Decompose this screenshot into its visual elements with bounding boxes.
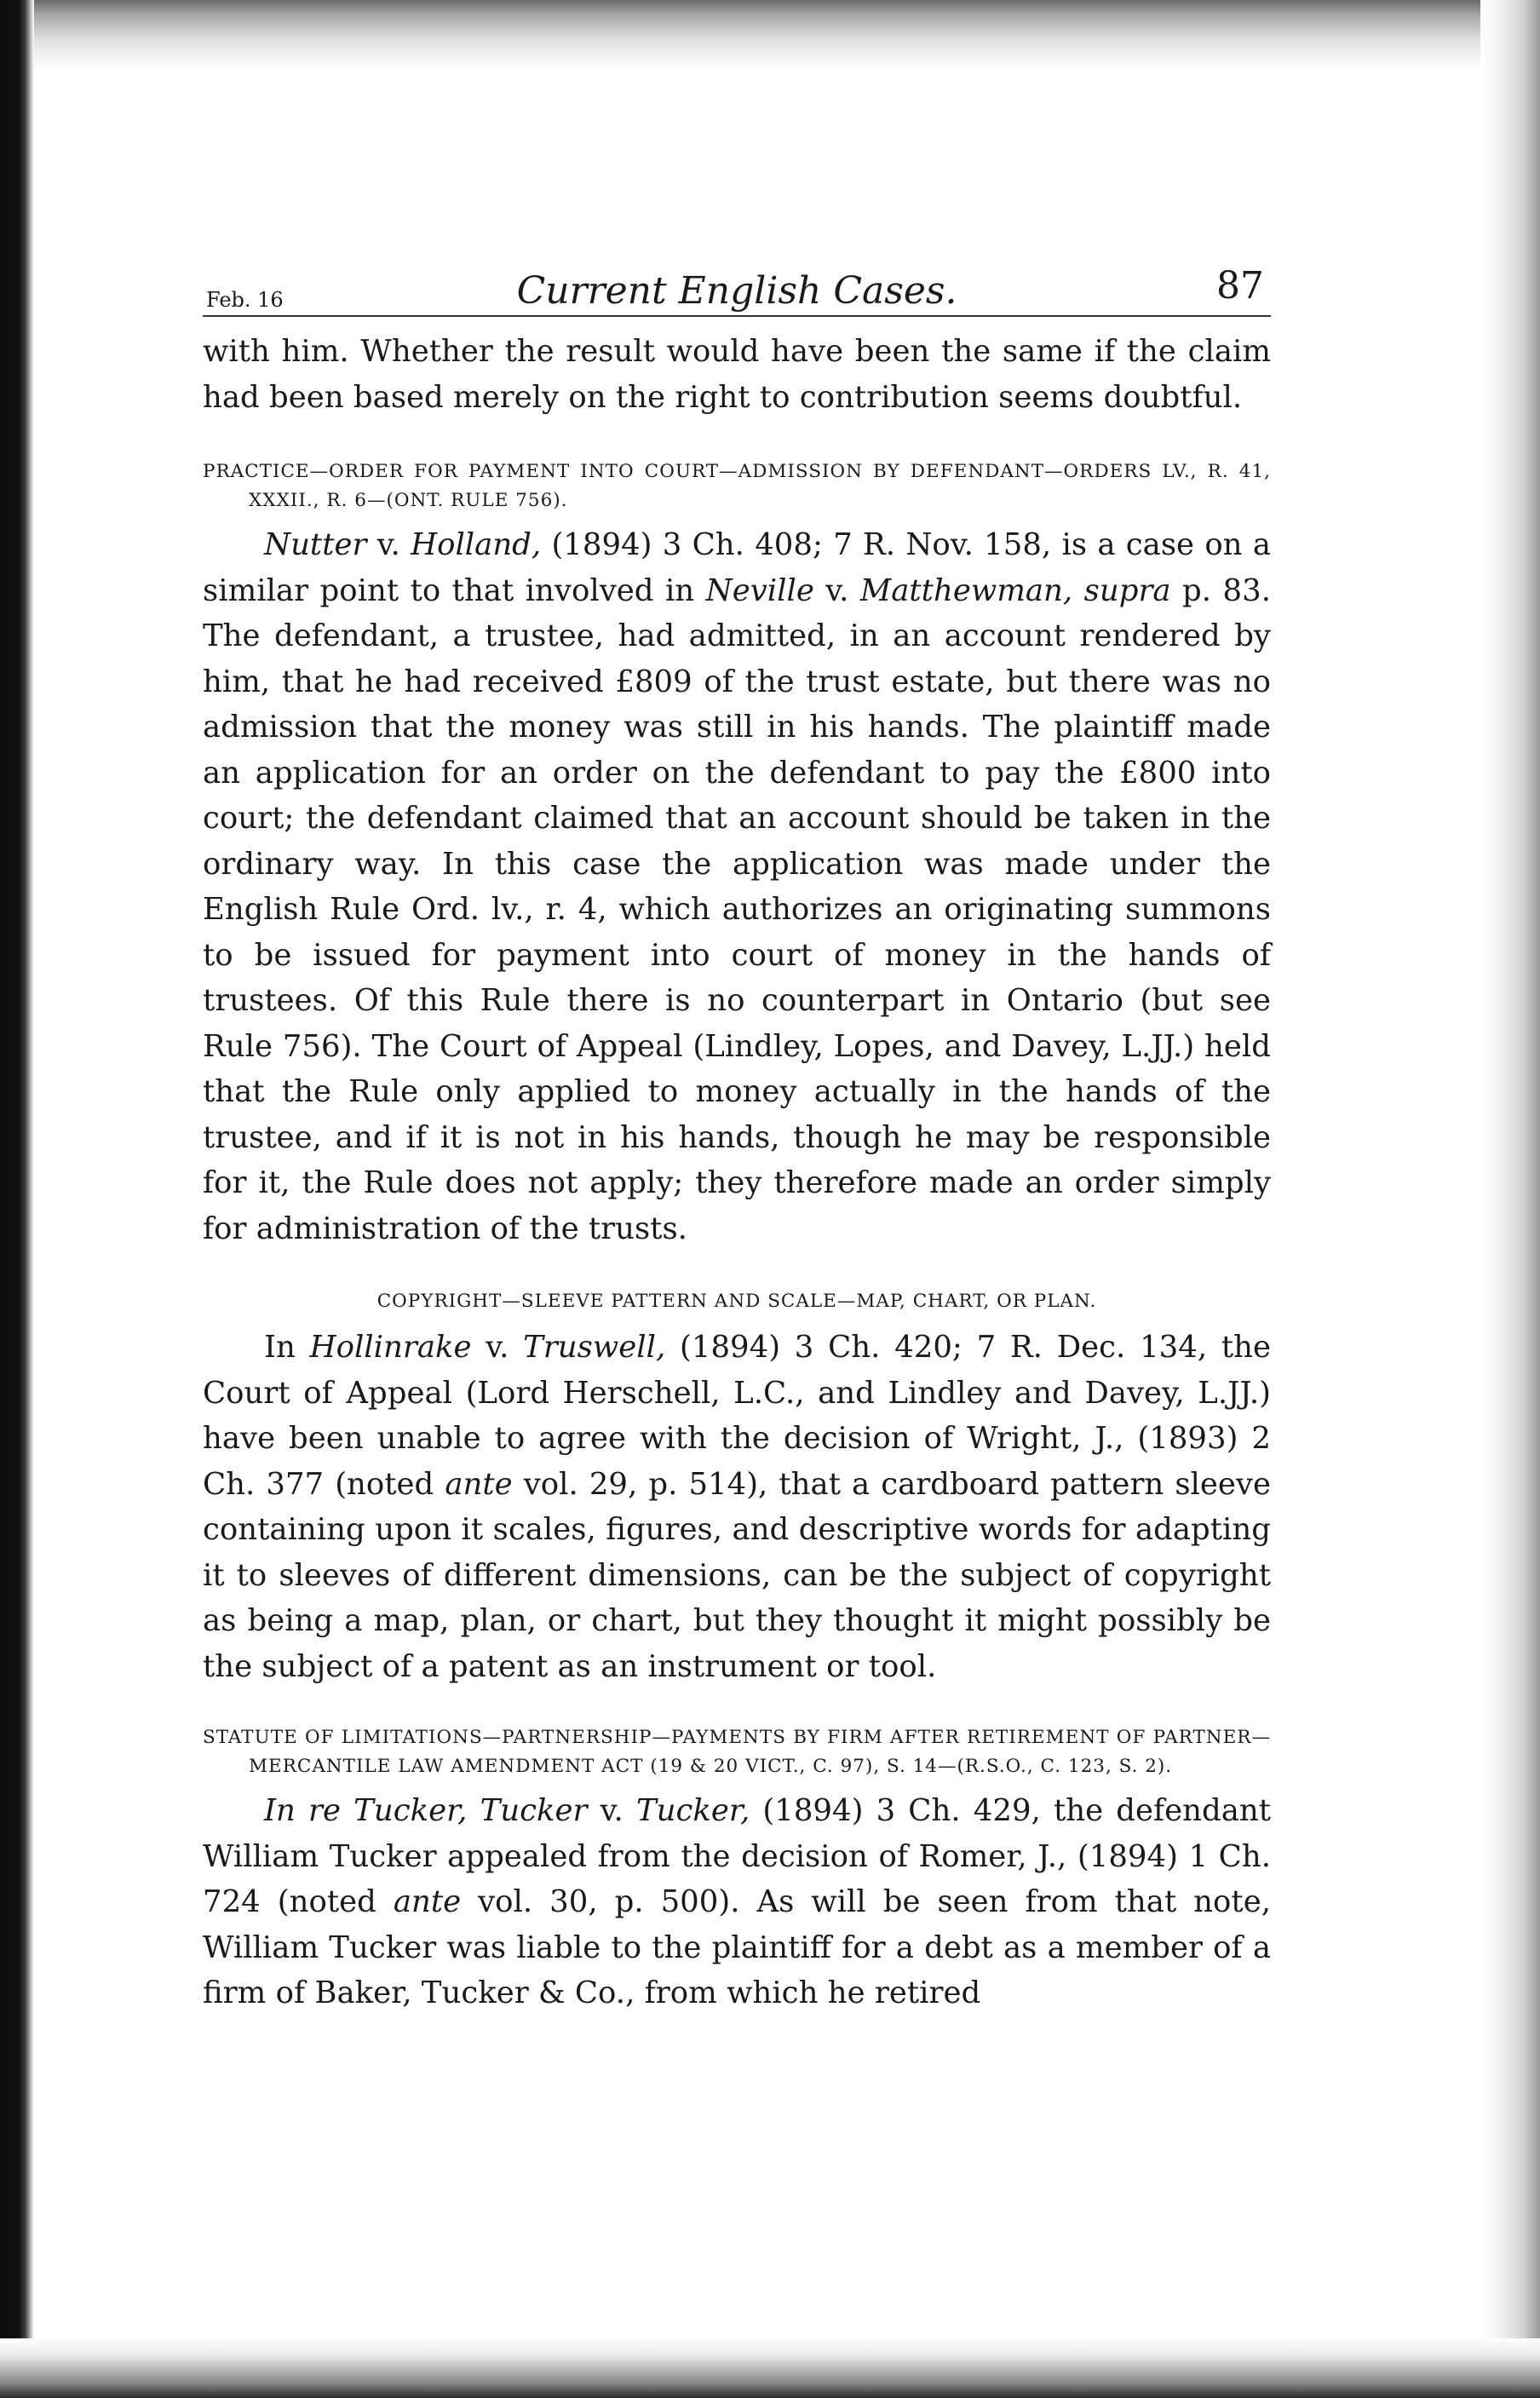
header-title: Current English Cases. [516,269,957,313]
section-heading-practice: PRACTICE—ORDER FOR PAYMENT INTO COURT—ADMISSION BY DEFENDANT—ORDERS LV., R. 41, XXXII., R. 6—(ONT. RULE 756). [203,461,1271,511]
scan-border-bottom [0,2338,1540,2398]
page-number: 87 [1216,264,1264,308]
running-head [203,247,1271,317]
case-name: Neville [705,572,814,608]
section-paragraph-copyright [203,1325,1271,1689]
scan-border-left [0,0,34,2398]
intro-paragraph: with him. Whether the result would have been the same if the claim had been based merely on the right to contribution seems doubtful. [203,334,1271,415]
case-versus: v. [587,1793,636,1828]
case-name: Holland, [411,527,542,562]
ante-reference: ante [445,1466,513,1502]
case-name: Truswell, [523,1330,666,1365]
case-name: Nutter [264,527,367,562]
body-text: (1894) 3 Ch. 429, the defendant William Tucker appealed from the decision of Romer, J., (1894) 1 Ch. 724 (noted [203,1793,1271,1919]
case-name: In re Tucker, Tucker [264,1793,588,1828]
case-versus: v. [471,1330,524,1365]
case-name: Matthewman, supra [859,572,1171,608]
header-date: Feb. 16 [206,288,284,312]
ante-reference: ante [393,1884,462,1919]
body-text: vol. 29, p. 514), that a cardboard pattern sleeve containing upon it scales, figures, and descriptive words for adapting it to sleeves of different dimensions, can be the subject of copyright as being a map, plan, or chart, but they thought it might possibly be the subject of a patent as an instrument or tool. [203,1466,1271,1684]
section-paragraph-practice [203,522,1271,1251]
lead-text: In [264,1330,310,1365]
scan-border-right [1480,0,1540,2398]
body-text: (1894) 3 Ch. 420; 7 R. Dec. 134, the Court of Appeal (Lord Herschell, L.C., and Lindley and Davey, L.JJ.) have been unable to agree with the decision of Wright, J., (1893) 2 Ch. 377 (noted [203,1330,1271,1502]
case-versus: v. [813,572,860,608]
case-versus: v. [366,527,411,562]
citation-text: (1894) 3 Ch. 408; 7 R. Nov. 158, is a case on a similar point to that involved in [203,527,1271,608]
page-body [203,247,1271,2016]
case-name: Tucker, [635,1793,750,1828]
section-heading-limitations: STATUTE OF LIMITATIONS—PARTNERSHIP—PAYMENTS BY FIRM AFTER RETIREMENT OF PARTNER—MERCANTILE LAW AMENDMENT ACT (19 & 20 VICT., C. 97), S. 14—(R.S.O., C. 123, S. 2). [203,1727,1271,1777]
section-paragraph-limitations [203,1788,1271,2016]
case-name: Hollinrake [309,1330,472,1365]
section-heading-copyright: COPYRIGHT—SLEEVE PATTERN AND SCALE—MAP, CHART, OR PLAN. [376,1291,1097,1312]
body-text: p. 83. The defendant, a trustee, had admitted, in an account rendered by him, that he had received £809 of the trust estate, but there was no admission that the money was still in his hands. The plaintiff made an application for an order on the defendant to pay the £800 into court; the defendant claimed that an account should be taken in the ordinary way. In this case the application was made under the English Rule Ord. lv., r. 4, which authorizes an originating summons to be issued for payment into court of money in the hands of trustees. Of this Rule there is no counterpart in Ontario (but see Rule 756). The Court of Appeal (Lindley, Lopes, and Davey, L.JJ.) held that the Rule only applied to money actually in the hands of the trustee, and if it is not in his hands, though he may be responsible for it, the Rule does not apply; they therefore made an order simply for administration of the trusts. [203,572,1271,1246]
body-text: vol. 30, p. 500). As will be seen from that note, William Tucker was liable to the plaintiff for a debt as a member of a firm of Baker, Tucker & Co., from which he retired [203,1884,1271,2010]
scan-border-top [0,0,1540,68]
